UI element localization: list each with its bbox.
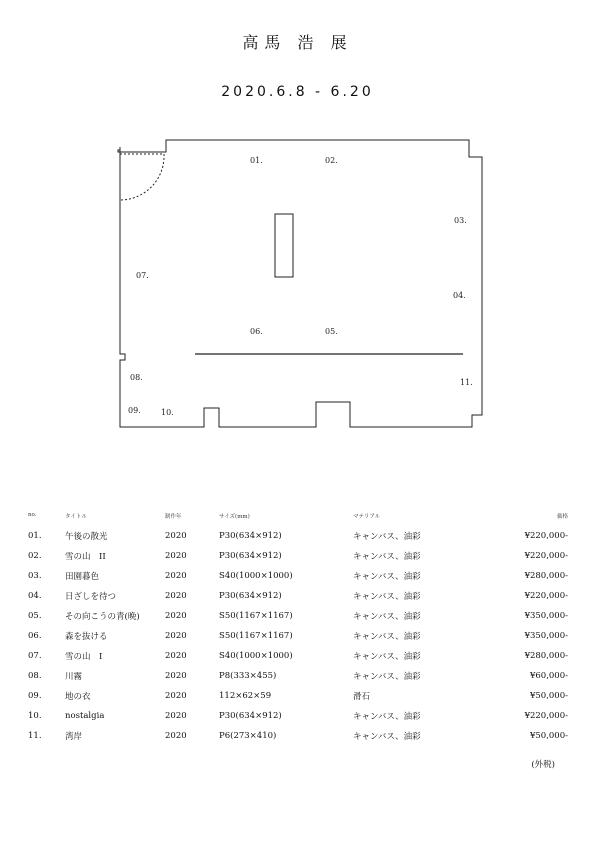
work-no: 07.	[28, 651, 42, 661]
work-price: ¥280,000-	[524, 651, 568, 661]
work-year: 2020	[165, 551, 187, 561]
work-price: ¥60,000-	[529, 671, 568, 681]
work-no: 03.	[28, 571, 42, 581]
plan-label-02: 02.	[325, 156, 338, 165]
plan-label-04: 04.	[453, 291, 466, 300]
table-row	[28, 546, 568, 566]
work-title: 雪の山 II	[65, 552, 106, 562]
work-no: 09.	[28, 691, 42, 701]
work-price: ¥220,000-	[524, 711, 568, 721]
work-price: ¥220,000-	[524, 531, 568, 541]
table-row	[28, 606, 568, 626]
work-size: P30(634×912)	[219, 591, 282, 601]
work-material: キャンバス、油彩	[353, 672, 421, 682]
work-material: キャンバス、油彩	[353, 552, 421, 562]
work-size: S40(1000×1000)	[219, 651, 293, 661]
work-price: ¥350,000-	[524, 631, 568, 641]
plan-label-11: 11.	[460, 378, 473, 387]
work-size: S50(1167×1167)	[219, 631, 293, 641]
plan-label-08: 08.	[130, 373, 143, 382]
gallery-wall-outline	[118, 140, 482, 427]
column-header-title: タイトル	[65, 514, 87, 520]
work-title: 田園暮色	[65, 572, 100, 582]
work-no: 04.	[28, 591, 42, 601]
work-price: ¥50,000-	[529, 731, 568, 741]
table-row	[28, 706, 568, 726]
work-year: 2020	[165, 531, 187, 541]
work-title: 川霧	[65, 672, 83, 682]
plan-label-10: 10.	[161, 408, 174, 417]
work-size: P6(273×410)	[219, 731, 277, 741]
work-year: 2020	[165, 711, 187, 721]
work-size: S50(1167×1167)	[219, 611, 293, 621]
work-size: P30(634×912)	[219, 531, 282, 541]
work-no: 02.	[28, 551, 42, 561]
tax-note: (外税)	[531, 760, 555, 770]
table-row	[28, 626, 568, 646]
table-row	[28, 666, 568, 686]
column-header-size: サイズ(mm)	[219, 514, 250, 520]
work-size: S40(1000×1000)	[219, 571, 293, 581]
work-material: キャンバス、油彩	[353, 652, 421, 662]
works-table	[28, 512, 568, 746]
work-material: キャンバス、油彩	[353, 572, 421, 582]
table-row	[28, 586, 568, 606]
work-price: ¥280,000-	[524, 571, 568, 581]
column-header-material: マテリアル	[353, 514, 381, 520]
work-no: 11.	[28, 731, 42, 741]
work-year: 2020	[165, 671, 187, 681]
work-size: P30(634×912)	[219, 551, 282, 561]
work-no: 06.	[28, 631, 42, 641]
work-title: その向こうの青(晩)	[65, 612, 140, 622]
work-title: 湾岸	[65, 732, 83, 742]
works-table-header	[28, 512, 568, 526]
door-swing	[120, 154, 164, 200]
work-material: キャンバス、油彩	[353, 712, 421, 722]
work-size: P8(333×455)	[219, 671, 277, 681]
work-material: キャンバス、油彩	[353, 532, 421, 542]
plan-label-03: 03.	[454, 216, 467, 225]
work-material: キャンバス、油彩	[353, 732, 421, 742]
work-no: 08.	[28, 671, 42, 681]
exhibition-title: 高馬 浩 展	[242, 33, 353, 52]
work-price: ¥220,000-	[524, 591, 568, 601]
work-year: 2020	[165, 731, 187, 741]
work-year: 2020	[165, 631, 187, 641]
work-price: ¥50,000-	[529, 691, 568, 701]
table-row	[28, 526, 568, 546]
plan-label-09: 09.	[128, 406, 141, 415]
work-title: 午後の散光	[65, 532, 108, 542]
work-year: 2020	[165, 611, 187, 621]
plan-label-05: 05.	[325, 327, 338, 336]
work-year: 2020	[165, 591, 187, 601]
work-title: 森を抜ける	[65, 632, 108, 642]
table-row	[28, 726, 568, 746]
work-material: キャンバス、油彩	[353, 612, 421, 622]
work-title: 日ざしを待つ	[65, 592, 117, 602]
work-material: 滑石	[353, 692, 371, 702]
column-header-no: no.	[28, 512, 37, 518]
exhibition-dates: 2020.6.8 - 6.20	[221, 84, 374, 100]
work-price: ¥350,000-	[524, 611, 568, 621]
work-no: 10.	[28, 711, 42, 721]
table-row	[28, 566, 568, 586]
work-title: 地の衣	[65, 692, 91, 702]
work-material: キャンバス、油彩	[353, 592, 421, 602]
column-header-year: 制作年	[165, 514, 182, 520]
work-no: 05.	[28, 611, 42, 621]
work-year: 2020	[165, 571, 187, 581]
plan-label-06: 06.	[250, 327, 263, 336]
work-size: P30(634×912)	[219, 711, 282, 721]
central-pillar	[275, 214, 293, 277]
work-material: キャンバス、油彩	[353, 632, 421, 642]
plan-label-07: 07.	[136, 271, 149, 280]
work-no: 01.	[28, 531, 42, 541]
work-price: ¥220,000-	[524, 551, 568, 561]
work-title: 雪の山 I	[65, 652, 103, 662]
work-year: 2020	[165, 691, 187, 701]
table-row	[28, 686, 568, 706]
plan-label-01: 01.	[250, 156, 263, 165]
work-title: nostalgia	[65, 711, 105, 721]
work-size: 112×62×59	[219, 691, 272, 701]
table-row	[28, 646, 568, 666]
column-header-price: 価格	[556, 514, 568, 520]
work-year: 2020	[165, 651, 187, 661]
